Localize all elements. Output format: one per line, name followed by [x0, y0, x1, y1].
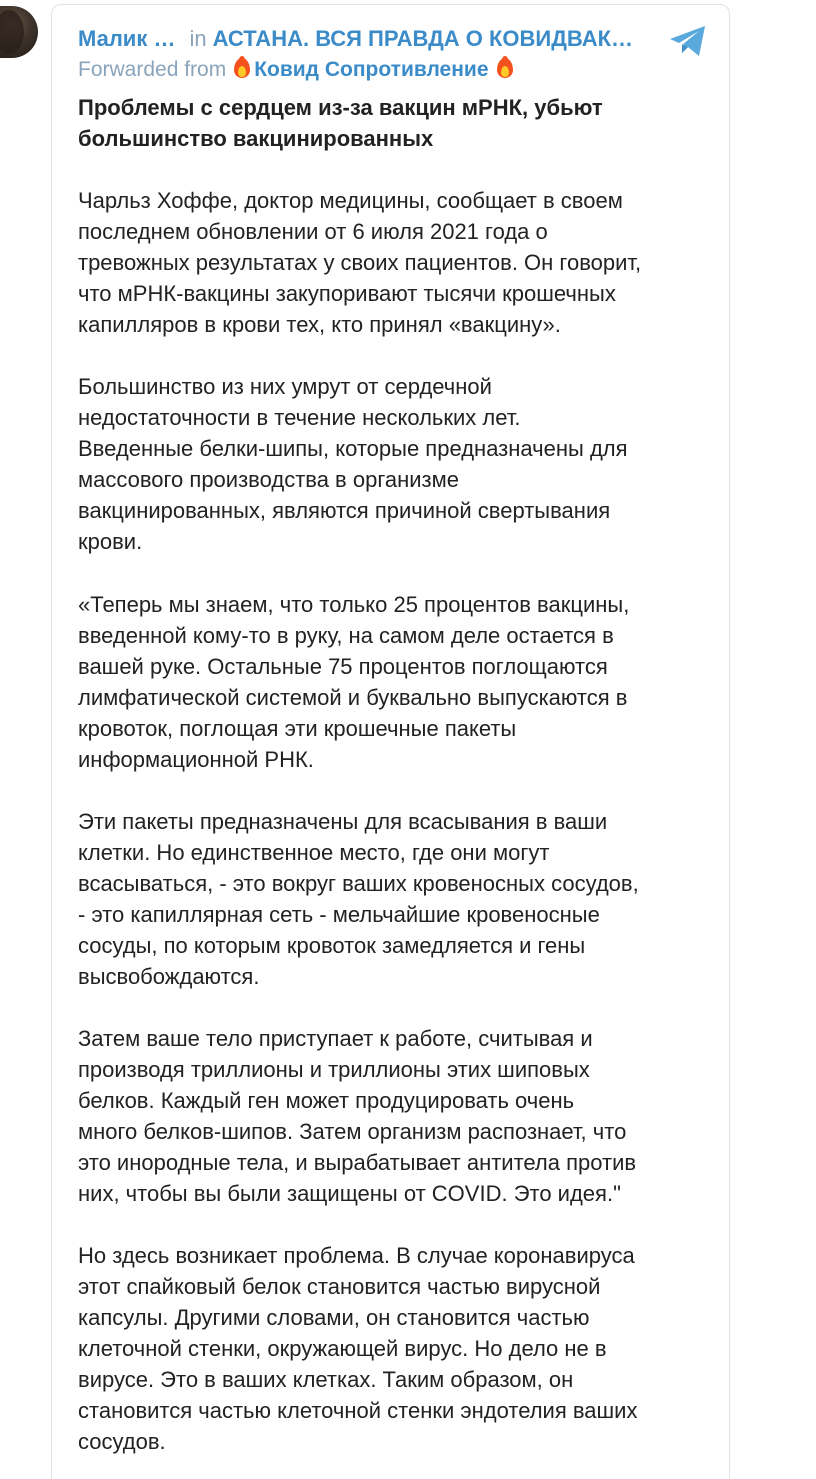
post-paragraph: Затем ваше тело приступает к работе, считывая и производя триллионы и триллионы этих шиповых белков. Каждый ген может продуцировать очень много белков-шипов. Затем организм распознает, что это инородные тела, и вырабатывает антитела против них, чтобы вы были защищены от COVID. Это идея." [78, 1026, 637, 1206]
telegram-plane-icon[interactable] [668, 24, 708, 58]
channel-name-link[interactable]: АСТАНА. ВСЯ ПРАВДА О КОВИДВАК… [212, 26, 634, 51]
post-paragraph: Чарльз Хоффе, доктор медицины, сообщает в своем последнем обновлении от 6 июля 2021 года о тревожных результатах у своих пациентов. Он говорит, что мРНК-вакцины закупоривают тысячи крошечных капилляров в крови тех, кто принял «вакцину». [78, 188, 642, 337]
avatar-photo [0, 10, 24, 54]
post-title: Проблемы с сердцем из-за вакцин мРНК, убьют большинство вакцинированных [78, 95, 603, 151]
author-avatar[interactable] [0, 6, 38, 58]
message-header [78, 24, 648, 54]
fire-icon [232, 56, 252, 80]
forwarded-from-label: Forwarded from [78, 58, 227, 81]
post-paragraph: «Теперь мы знаем, что только 25 процентов вакцины, введенной кому-то в руку, на самом деле остается в вашей руке. Остальные 75 процентов поглощаются лимфатической системой и буквально выпускаются в кровоток, поглощая эти крошечные пакеты информационной РНК. [78, 592, 630, 772]
forward-source-link[interactable]: Ковид Сопротивление [254, 58, 489, 81]
post-paragraph: Большинство из них умрут от сердечной недостаточности в течение нескольких лет. Введенные белки-шипы, которые предназначены для массового производства в организме вакцинированных, являются причиной свертывания крови. [78, 374, 628, 554]
in-label: in [189, 26, 207, 51]
author-name-link[interactable]: Малик … [78, 26, 176, 51]
forwarded-from-line [78, 56, 517, 84]
post-paragraph: Но здесь возникает проблема. В случае коронавируса этот спайковый белок становится частью вирусной капсулы. Другими словами, он становится частью клеточной стенки, окружающей вирус. Но дело не в вирусе. Это в ваших клетках. Таким образом, он становится частью клеточной стенки эндотелия ваших сосудов. [78, 1243, 638, 1454]
post-paragraph: Эти пакеты предназначены для всасывания в ваши клетки. Но единственное место, где они могут всасываться, - это вокруг ваших кровеносных сосудов, - это капиллярная сеть - мельчайшие кровеносные сосуды, по которым кровоток замедляется и гены высвобождаются. [78, 809, 639, 989]
fire-icon [495, 56, 515, 80]
